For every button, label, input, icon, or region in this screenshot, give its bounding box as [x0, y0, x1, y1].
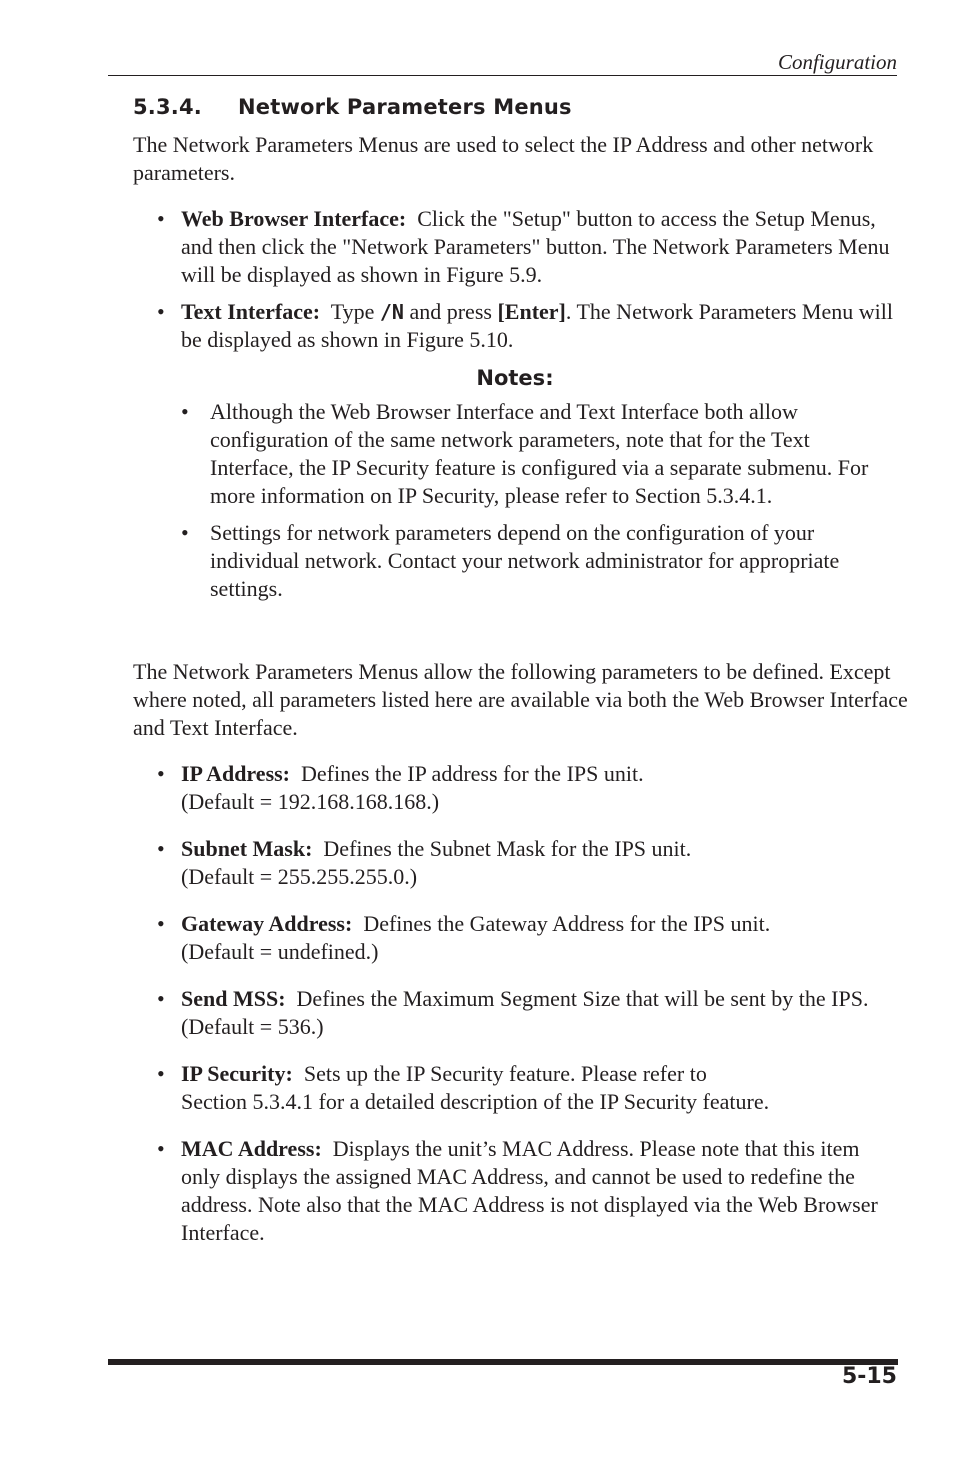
parameter-ip-address — [133, 760, 903, 816]
parameter-mac-address — [133, 1135, 903, 1247]
bullet-icon: • — [157, 911, 165, 936]
parameter-description: Defines the IP address for the IPS unit. — [301, 761, 644, 786]
parameter-description: Defines the Subnet Mask for the IPS unit. — [323, 836, 692, 861]
notes-heading — [0, 366, 954, 390]
section-heading — [133, 95, 572, 119]
access-method-label: Web Browser Interface: — [181, 206, 407, 231]
parameter-gateway-address — [133, 910, 903, 966]
parameter-description: Displays the unit’s MAC Address. Please note that this item only displays the assigned MAC Address, and cannot be used to redefine the address. Note also that the MAC Address is not displayed via the Web Browser Interface. — [181, 1136, 878, 1245]
parameter-ip-security — [133, 1060, 903, 1116]
command-text: /N — [379, 300, 404, 324]
parameter-description: Defines the Gateway Address for the IPS unit. — [363, 911, 771, 936]
notes-list — [181, 398, 871, 603]
access-method-text: Click the "Setup" button to access the Setup Menus, and then click the "Network Parameters" button. The Network Parameters Menu will be displayed as shown in Figure 5.9. — [181, 206, 890, 287]
note-item — [181, 398, 871, 510]
parameter-label: IP Security: — [181, 1061, 293, 1086]
bullet-icon: • — [181, 399, 189, 424]
parameter-label: Send MSS: — [181, 986, 286, 1011]
bullet-icon: • — [157, 206, 165, 231]
note-item — [181, 519, 871, 603]
parameter-label: MAC Address: — [181, 1136, 322, 1161]
parameter-default: (Default = undefined.) — [181, 939, 379, 964]
parameter-default: (Default = 255.255.255.0.) — [181, 864, 418, 889]
intro-paragraph: The Network Parameters Menus are used to select the IP Address and other network parameters. — [133, 132, 874, 185]
access-method-text-interface — [133, 298, 908, 354]
bullet-icon: • — [181, 520, 189, 545]
parameter-description: Defines the Maximum Segment Size that will be sent by the IPS. (Default = 536.) — [181, 986, 869, 1039]
parameter-description: Sets up the IP Security feature. Please refer to — [303, 1061, 707, 1086]
parameter-label: IP Address: — [181, 761, 291, 786]
bullet-icon: • — [157, 299, 165, 324]
parameter-detail: Section 5.3.4.1 for a detailed description of the IP Security feature. — [181, 1089, 770, 1114]
access-method-web — [133, 205, 908, 289]
notes-heading-text: Notes — [476, 366, 546, 390]
access-method-mid: and press — [409, 299, 492, 324]
parameter-subnet-mask — [133, 835, 903, 891]
parameter-send-mss — [133, 985, 903, 1041]
parameter-label: Gateway Address: — [181, 911, 353, 936]
bullet-icon: • — [157, 761, 165, 786]
access-method-pre: Type — [330, 299, 375, 324]
bullet-icon: • — [157, 1136, 165, 1161]
notes-heading-colon: : — [545, 366, 554, 390]
page-number: 5-15 — [841, 1364, 897, 1389]
parameter-label: Subnet Mask: — [181, 836, 313, 861]
note-text: Although the Web Browser Interface and Text Interface both allow configuration of the same network parameters, note that for the Text Interface, the IP Security feature is configured via a separate submenu. For more information on IP Security, please refer to Section 5.3.4.1. — [210, 399, 869, 508]
parameters-list — [133, 760, 903, 1247]
bullet-icon: • — [157, 1061, 165, 1086]
parameter-default: (Default = 192.168.168.168.) — [181, 789, 440, 814]
bullet-icon: • — [157, 986, 165, 1011]
access-method-label: Text Interface: — [181, 299, 321, 324]
key-text: [Enter] — [497, 299, 566, 324]
section-title: Network Parameters Menus — [238, 95, 572, 119]
running-head: Configuration — [777, 50, 897, 74]
note-text: Settings for network parameters depend on the configuration of your individual network. Contact your network administrator for appropriate settings. — [210, 520, 840, 601]
access-methods-list — [133, 205, 908, 354]
footer-rule — [108, 1359, 898, 1365]
header-rule — [108, 75, 897, 76]
bullet-icon: • — [157, 836, 165, 861]
section-number: 5.3.4. — [133, 95, 202, 119]
parameters-intro-paragraph: The Network Parameters Menus allow the following parameters to be defined. Except where noted, all parameters listed here are available via both the Web Browser Interface and Text Interface. — [133, 659, 908, 740]
access-method-post: . The Network Parameters Menu will be displayed as shown in Figure 5.10. — [181, 299, 893, 352]
